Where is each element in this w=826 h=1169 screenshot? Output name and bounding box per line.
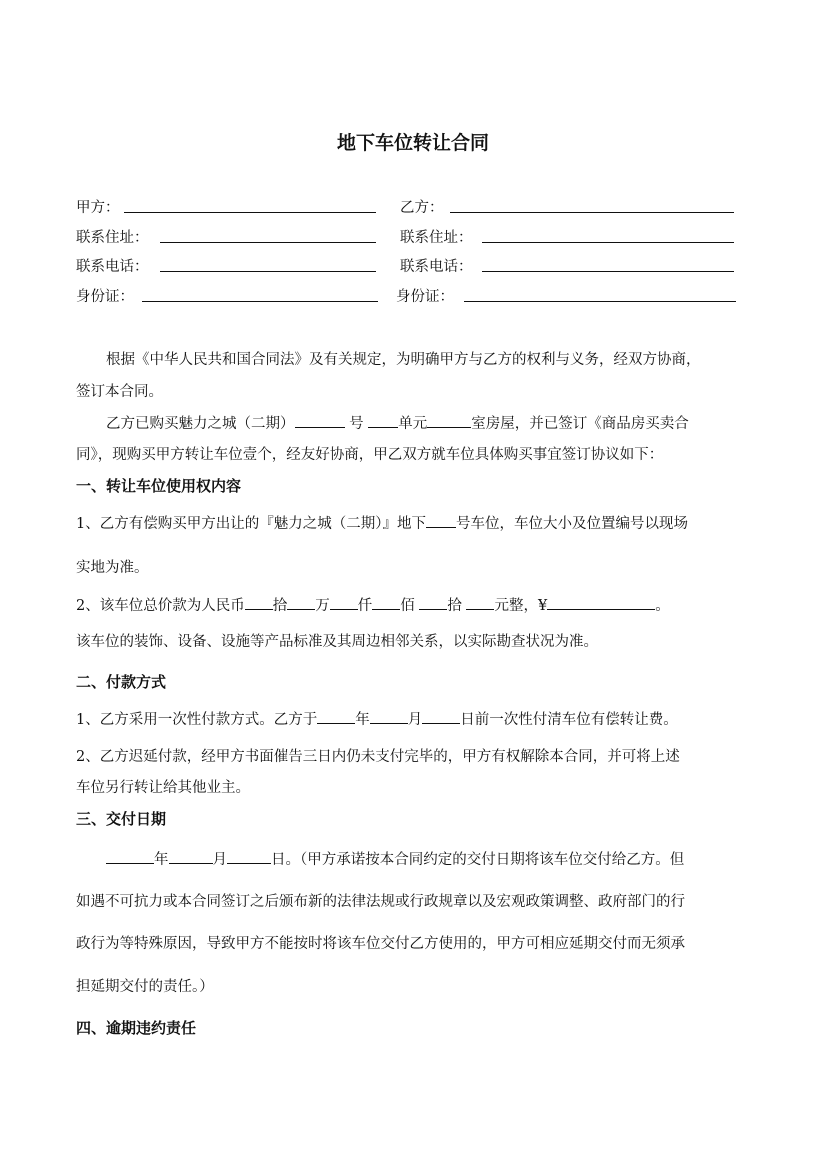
id-a-field[interactable] bbox=[142, 285, 378, 302]
address-a-field[interactable] bbox=[160, 226, 376, 243]
spot-number-field[interactable] bbox=[426, 513, 456, 528]
pay-year-field[interactable] bbox=[317, 709, 355, 724]
intro-p1-line2: 签订本合同。 bbox=[76, 384, 163, 400]
section1-item2: 2、该车位总价款为人民币 拾 万 仟 佰 拾 元整，¥ 。 bbox=[76, 594, 782, 615]
phone-b-label: 联系电话： bbox=[400, 259, 473, 275]
section2-item1: 1、乙方采用一次性付款方式。乙方于 年 月 日前一次性付清车位有偿转让费。 bbox=[76, 708, 782, 729]
section1-item2-line2: 该车位的装饰、设备、设施等产品标准及其周边相邻关系，以实际勘查状况为准。 bbox=[76, 634, 598, 650]
page-title: 地下车位转让合同 bbox=[336, 132, 489, 154]
room-field[interactable] bbox=[427, 413, 471, 428]
section3-line2: 如遇不可抗力或本合同签订之后颁布新的法律法规或行政规章以及宏观政策调整、政府部门的行 bbox=[76, 894, 685, 910]
section2-item2-line2: 车位另行转让给其他业主。 bbox=[76, 780, 250, 796]
party-b-label: 乙方： bbox=[400, 200, 444, 216]
pay-month-field[interactable] bbox=[370, 709, 408, 724]
address-b-field[interactable] bbox=[482, 226, 734, 243]
delivery-year-field[interactable] bbox=[106, 849, 154, 864]
address-b-label: 联系住址： bbox=[400, 230, 473, 246]
phone-a-field[interactable] bbox=[160, 255, 376, 272]
amount-qian-field[interactable] bbox=[330, 595, 358, 610]
party-row-phone bbox=[76, 255, 746, 277]
party-row-name bbox=[76, 196, 746, 218]
amount-number-field[interactable] bbox=[547, 595, 655, 610]
unit-field[interactable] bbox=[368, 413, 398, 428]
section3-heading: 三、交付日期 bbox=[76, 810, 167, 828]
party-b-field[interactable] bbox=[450, 196, 734, 213]
building-field[interactable] bbox=[295, 413, 345, 428]
id-b-field[interactable] bbox=[464, 285, 736, 302]
section2-heading: 二、付款方式 bbox=[76, 673, 167, 691]
delivery-day-field[interactable] bbox=[227, 849, 271, 864]
party-row-id bbox=[76, 285, 746, 307]
address-a-label: 联系住址： bbox=[76, 230, 149, 246]
phone-b-field[interactable] bbox=[482, 255, 734, 272]
id-a-label: 身份证： bbox=[76, 289, 134, 305]
amount-shi-field[interactable] bbox=[419, 595, 447, 610]
party-a-label: 甲方： bbox=[76, 200, 120, 216]
section1-item1-line2: 实地为准。 bbox=[76, 560, 149, 576]
section1-item1: 1、乙方有偿购买甲方出让的『魅力之城（二期）』地下 号车位，车位大小及位置编号以现场 bbox=[76, 512, 782, 533]
section3-line3: 政行为等特殊原因，导致甲方不能按时将该车位交付乙方使用的，甲方可相应延期交付而无须承 bbox=[76, 936, 685, 952]
section3-line1: 年 月 日。（甲方承诺按本合同约定的交付日期将该车位交付给乙方。但 bbox=[76, 848, 782, 869]
section1-heading: 一、转让车位使用权内容 bbox=[76, 477, 242, 495]
id-b-label: 身份证： bbox=[396, 289, 454, 305]
section4-heading: 四、逾期违约责任 bbox=[76, 1019, 197, 1037]
party-a-field[interactable] bbox=[124, 196, 376, 213]
amount-bai-field[interactable] bbox=[372, 595, 400, 610]
amount-wan-field[interactable] bbox=[287, 595, 315, 610]
section3-line4: 担延期交付的责任。） bbox=[76, 979, 214, 995]
party-row-address bbox=[76, 226, 746, 248]
amount-shiwan-field[interactable] bbox=[245, 595, 273, 610]
intro-p2-line1: 乙方已购买魅力之城（二期） 号 单元 室房屋，并已签订《商品房买卖合 bbox=[76, 412, 782, 433]
intro-p1-line1: 根据《中华人民共和国合同法》及有关规定，为明确甲方与乙方的权利与义务，经双方协商， bbox=[106, 352, 701, 368]
pay-day-field[interactable] bbox=[422, 709, 460, 724]
section2-item2-line1: 2、乙方迟延付款，经甲方书面催告三日内仍未支付完毕的，甲方有权解除本合同，并可将上述 bbox=[76, 749, 680, 765]
amount-yuan-field[interactable] bbox=[466, 595, 494, 610]
intro-p2-line2: 同》，现购买甲方转让车位壹个，经友好协商，甲乙双方就车位具体购买事宜签订协议如下： bbox=[76, 447, 664, 463]
phone-a-label: 联系电话： bbox=[76, 259, 149, 275]
delivery-month-field[interactable] bbox=[169, 849, 213, 864]
